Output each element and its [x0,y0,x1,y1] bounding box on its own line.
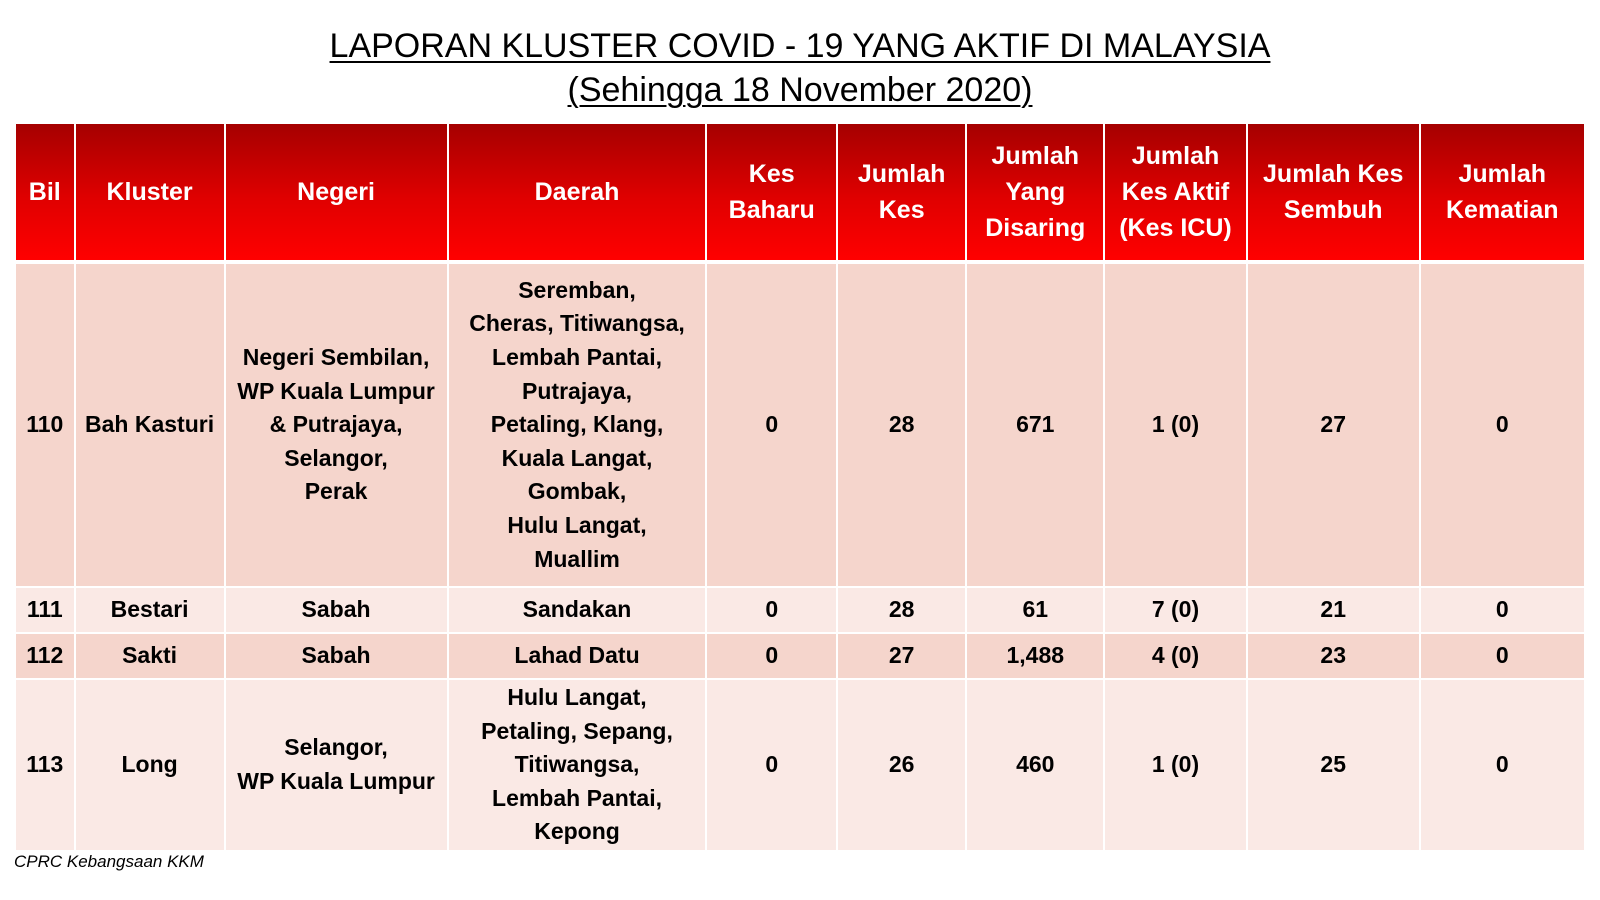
cluster-table [16,124,1584,850]
cell-kes-sembuh: 23 [1247,633,1420,679]
cell-kes-aktif: 1 (0) [1104,679,1247,850]
cell-kematian: 0 [1420,679,1584,850]
cell-bil: 110 [16,262,75,587]
cell-kes-aktif: 1 (0) [1104,262,1247,587]
cell-kes-baharu: 0 [706,633,836,679]
cell-daerah: Seremban, Cheras, Titiwangsa, Lembah Pantai, Putrajaya, Petaling, Klang, Kuala Langat, Gombak, Hulu Langat, Muallim [448,262,707,587]
header-jumlah-disaring: Jumlah Yang Disaring [966,124,1104,262]
header-bil: Bil [16,124,75,262]
table-row [16,262,1584,587]
cell-jumlah-kes: 28 [837,262,966,587]
cell-kematian: 0 [1420,633,1584,679]
title-line-1: LAPORAN KLUSTER COVID - 19 YANG AKTIF DI MALAYSIA [329,27,1271,65]
table-row [16,587,1584,633]
cell-bil: 111 [16,587,75,633]
header-row [16,124,1584,262]
cell-bil: 113 [16,679,75,850]
table-row [16,679,1584,850]
header-jumlah-kes: Jumlah Kes [837,124,966,262]
header-negeri: Negeri [225,124,448,262]
cell-jumlah-kes: 26 [837,679,966,850]
table-row [16,633,1584,679]
header-kluster: Kluster [75,124,225,262]
cell-daerah: Sandakan [448,587,707,633]
cell-kes-baharu: 0 [706,587,836,633]
cell-kes-baharu: 0 [706,679,836,850]
cell-daerah: Lahad Datu [448,633,707,679]
cell-daerah: Hulu Langat, Petaling, Sepang, Titiwangsa, Lembah Pantai, Kepong [448,679,707,850]
cell-kes-sembuh: 27 [1247,262,1420,587]
cell-kluster: Sakti [75,633,225,679]
cell-negeri: Sabah [225,633,448,679]
cell-negeri: Negeri Sembilan, WP Kuala Lumpur & Putrajaya, Selangor, Perak [225,262,448,587]
cell-jumlah-kes: 28 [837,587,966,633]
cell-kluster: Bah Kasturi [75,262,225,587]
cell-negeri: Sabah [225,587,448,633]
header-daerah: Daerah [448,124,707,262]
cell-kes-sembuh: 21 [1247,587,1420,633]
cell-negeri: Selangor, WP Kuala Lumpur [225,679,448,850]
title-line-2: (Sehingga 18 November 2020) [567,71,1033,109]
source-note: CPRC Kebangsaan KKM [14,852,204,871]
cell-jumlah-disaring: 671 [966,262,1104,587]
cell-kes-aktif: 7 (0) [1104,587,1247,633]
cell-kematian: 0 [1420,262,1584,587]
header-kes-sembuh: Jumlah Kes Sembuh [1247,124,1420,262]
cell-jumlah-kes: 27 [837,633,966,679]
cell-jumlah-disaring: 61 [966,587,1104,633]
cell-jumlah-disaring: 1,488 [966,633,1104,679]
cell-kluster: Long [75,679,225,850]
cell-kes-baharu: 0 [706,262,836,587]
cell-kematian: 0 [1420,587,1584,633]
cell-bil: 112 [16,633,75,679]
header-kes-aktif: Jumlah Kes Aktif (Kes ICU) [1104,124,1247,262]
cell-kes-sembuh: 25 [1247,679,1420,850]
header-kematian: Jumlah Kematian [1420,124,1584,262]
header-kes-baharu: Kes Baharu [706,124,836,262]
cell-kluster: Bestari [75,587,225,633]
cell-kes-aktif: 4 (0) [1104,633,1247,679]
cell-jumlah-disaring: 460 [966,679,1104,850]
report-title [0,24,1600,112]
